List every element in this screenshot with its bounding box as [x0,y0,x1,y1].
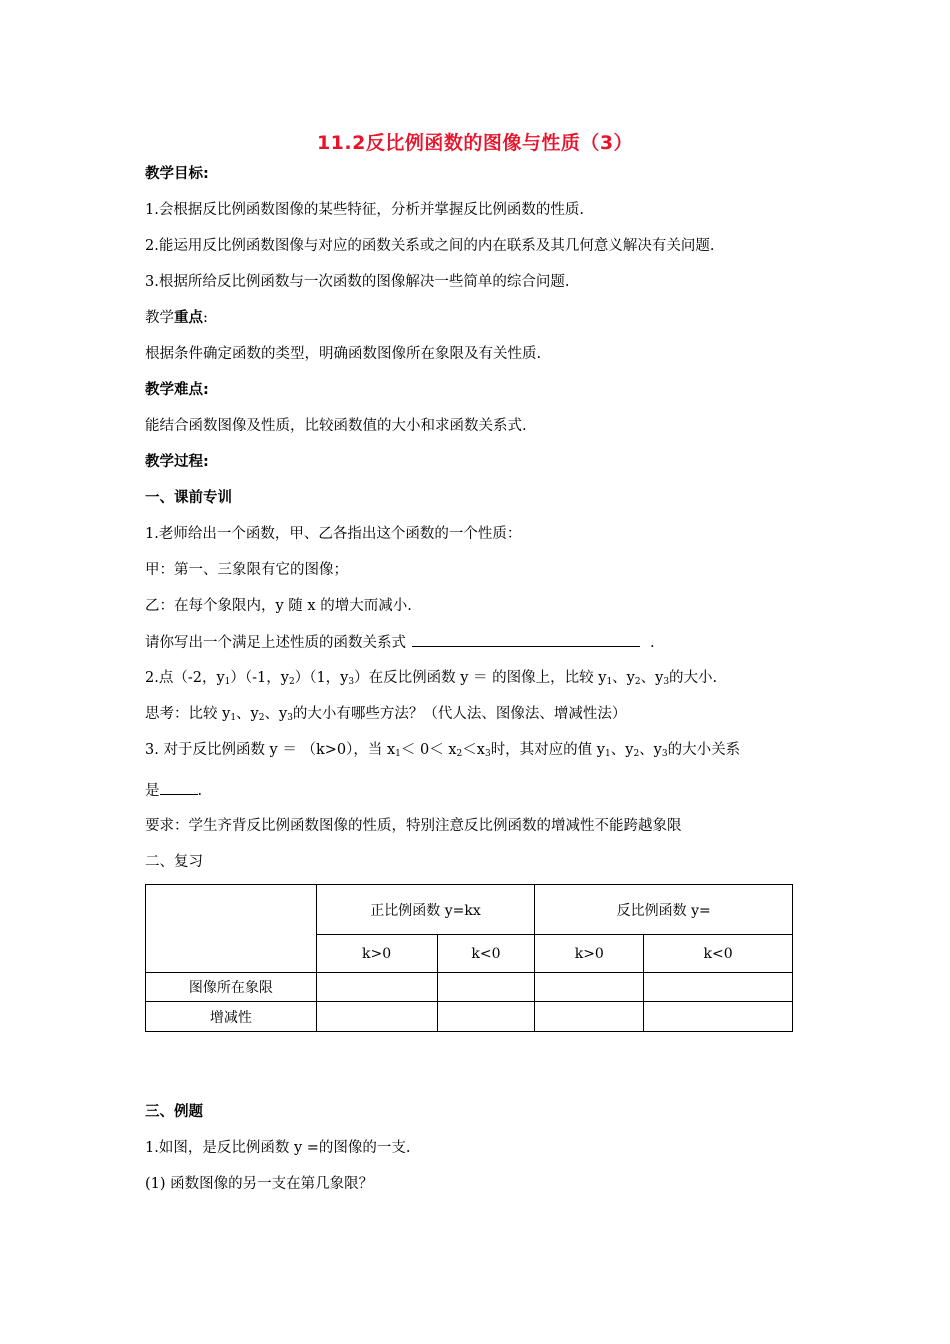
key-points-heading [145,308,208,328]
q3-sub-6: 3 [661,749,668,759]
think-text-c: 、y [264,706,288,722]
q2-text-d: ）在反比例函数 y ＝ 的图像上，比较 y [354,670,607,686]
q3-line2-text: 是 [145,783,160,799]
key-points-text: 根据条件确定函数的类型，明确函数图像所在象限及有关性质. [145,346,542,362]
objective-item-1: 1.会根据反比例函数图像的某些特征，分析并掌握反比例函数的性质. [145,202,584,218]
question1-period: . [650,635,655,651]
q2-text-g: 的大小. [669,670,718,686]
question1-line3: 乙：在每个象限内，y 随 x 的增大而减小. [145,598,412,614]
q2-text-e: 、y [612,670,635,686]
table-cell[interactable] [316,973,437,1002]
review-table [145,884,793,1032]
document-title: 11.2反比例函数的图像与性质（3） [316,132,634,154]
q2-text-c: ）（1，y [294,670,349,686]
question1-prompt: 请你写出一个满足上述性质的函数关系式 [145,635,406,651]
think-line [145,704,626,728]
q3-text-e: 、y [610,742,634,758]
question2 [145,668,717,692]
process-heading: 教学过程: [145,454,209,470]
question1-line2: 甲：第一、三象限有它的图像； [145,562,348,578]
question1-line1: 1.老师给出一个函数，甲、乙各指出这个函数的一个性质： [145,526,522,542]
section3-heading: 三、例题 [145,1104,203,1120]
q3-sub-2: 2 [456,749,463,759]
q3-sub-5: 2 [633,749,640,759]
section2-heading: 二、复习 [145,854,203,870]
answer-blank[interactable] [412,632,640,647]
example1-text: 1.如图，是反比例函数 y =的图像的一支. [145,1140,411,1156]
q3-text-g: 的大小关系 [667,742,741,758]
header-direct-proportion: 正比例函数 y=kx [316,885,535,935]
q2-text-b: ）（-1，y [230,670,289,686]
q3-sub-4: 1 [605,749,611,759]
difficulties-heading: 教学难点: [145,382,209,398]
q3-line2-period: . [197,783,203,799]
requirement-line: 要求：学生齐背反比例函数图像的性质，特别注意反比例函数的增减性不能跨越象限 [145,818,682,834]
table-cell[interactable] [644,1002,793,1032]
q3-sub-1: 1 [395,749,401,759]
q2-sub-2: 2 [288,677,295,687]
think-sub-2: 2 [258,713,265,723]
think-text-b: 、y [236,706,259,722]
question1-line4 [145,632,655,653]
key-points-heading-suffix: : [203,310,208,326]
table-cell[interactable] [535,973,644,1002]
q2-sub-4: 1 [606,677,613,687]
q3-text-b: ＜ 0＜ x [400,742,457,758]
think-sub-3: 3 [287,713,293,723]
table-row [146,973,793,1002]
q2-text-a: 2.点（-2，y [145,670,225,686]
question3-line1 [145,740,740,764]
subheader-k-negative-inverse: k<0 [644,935,793,973]
q2-sub-5: 2 [634,677,641,687]
objectives-heading: 教学目标: [145,166,209,182]
q2-sub-6: 3 [663,677,670,687]
think-text-d: 的大小有哪些方法？（代人法、图像法、增减性法） [292,706,627,722]
subheader-k-positive-direct: k>0 [316,935,437,973]
table-row [146,1002,793,1032]
q2-sub-3: 3 [348,677,355,687]
table-cell[interactable] [437,973,535,1002]
example1-question1: (1) 函数图像的另一支在第几象限？ [145,1176,374,1192]
subheader-k-positive-inverse: k>0 [535,935,644,973]
table-cell[interactable] [316,1002,437,1032]
objective-item-2: 2.能运用反比例函数图像与对应的函数关系或之间的内在联系及其几何意义解决有关问题. [145,238,715,254]
table-row [146,885,793,935]
q2-text-f: 、y [640,670,664,686]
row-label-quadrant: 图像所在象限 [146,973,317,1002]
think-sub-1: 1 [230,713,237,723]
q3-answer-blank[interactable] [160,780,198,795]
q3-text-f: 、y [639,742,662,758]
difficulties-text: 能结合函数图像及性质，比较函数值的大小和求函数关系式. [145,418,527,434]
q3-text-a: 3. 对于反比例函数 y ＝ （k>0），当 x [145,742,396,758]
objective-item-3: 3.根据所给反比例函数与一次函数的图像解决一些简单的综合问题. [145,274,570,290]
key-points-heading-prefix: 教学 [145,310,174,326]
question3-line2 [145,780,202,801]
q3-text-d: 时，其对应的值 y [490,742,605,758]
header-inverse-proportion: 反比例函数 y= [535,885,793,935]
think-text-a: 思考：比较 y [145,706,231,722]
table-cell[interactable] [437,1002,535,1032]
q3-text-c: ＜x [462,742,485,758]
section1-heading: 一、课前专训 [145,490,232,506]
table-cell[interactable] [644,973,793,1002]
table-cell[interactable] [535,1002,644,1032]
q2-sub-1: 1 [224,677,231,687]
q3-sub-3: 3 [484,749,491,759]
table-corner-cell [146,885,317,973]
key-points-heading-bold: 重点 [174,310,203,326]
row-label-monotonicity: 增减性 [146,1002,317,1032]
subheader-k-negative-direct: k<0 [437,935,535,973]
